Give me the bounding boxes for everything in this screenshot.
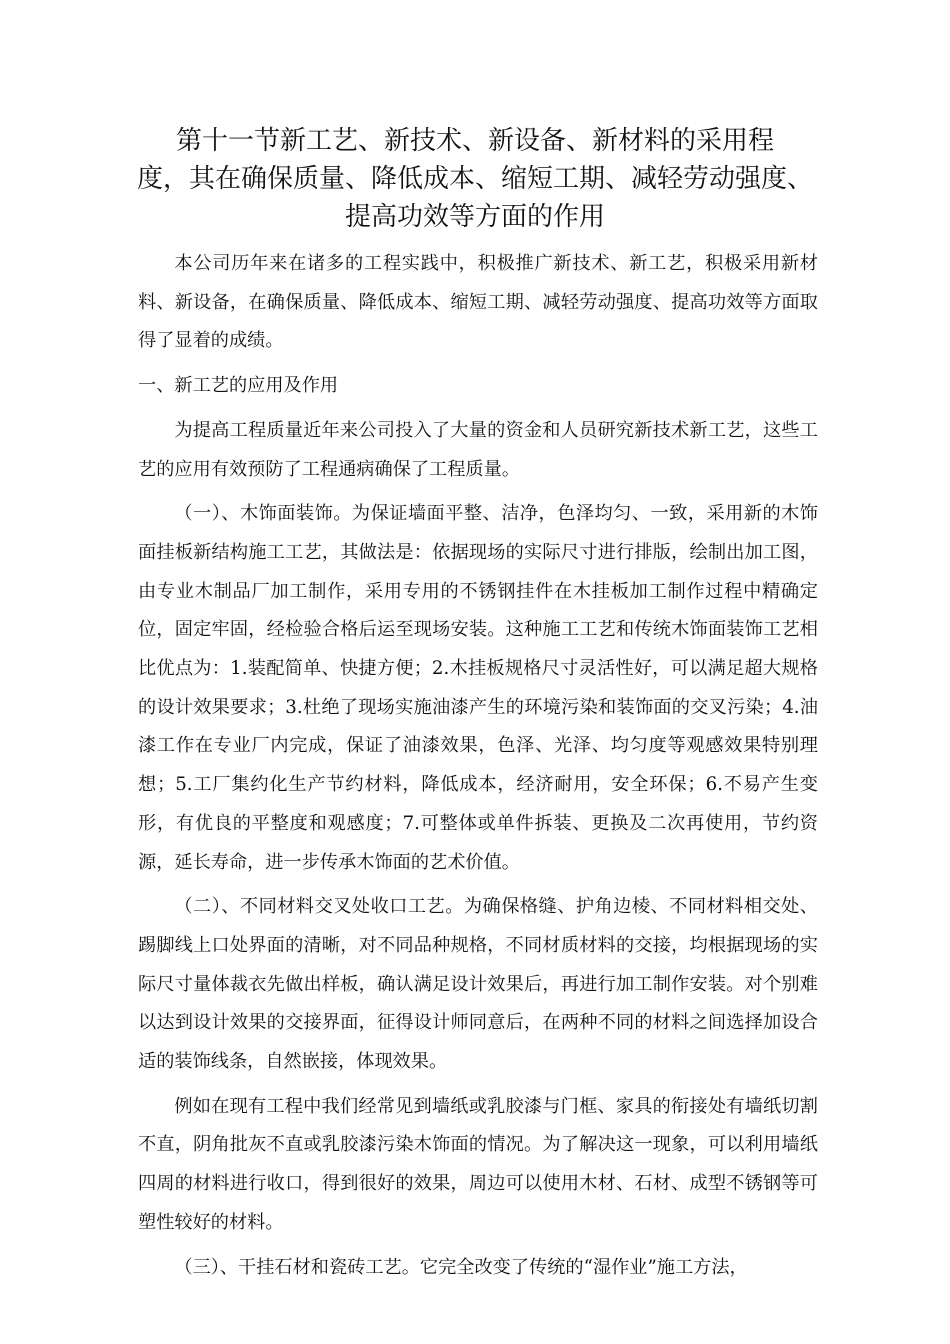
item-material-junction-paragraph: （二）、不同材料交叉处收口工艺。为确保格缝、护角边棱、不同材料相交处、踢脚线上口处界面的清晰，对不同品种规格，不同材质材料的交接，均根据现场的实际尺寸量体裁衣先做出样板，确认满足设计效果后，再进行加工制作安装。对个别难以达到设计效果的交接界面，征得设计师同意后，在两种不同的材料之间选择加设合适的装饰线条，自然嵌接，体现效果。 bbox=[138, 896, 818, 1073]
title-line-2: 度，其在确保质量、降低成本、缩短工期、减轻劳动强度、 bbox=[136, 164, 813, 194]
example-paragraph: 例如在现有工程中我们经常见到墙纸或乳胶漆与门框、家具的衔接处有墙纸切割不直，阴角批灰不直或乳胶漆污染木饰面的情况。为了解决这一现象，可以利用墙纸四周的材料进行收口，得到很好的效果，周边可以使用木材、石材、成型不锈钢等可塑性较好的材料。 bbox=[138, 1095, 818, 1233]
section-title bbox=[120, 122, 830, 236]
item-dry-hanging-paragraph: （三）、干挂石材和瓷砖工艺。它完全改变了传统的“湿作业”施工方法， bbox=[174, 1256, 748, 1278]
document-body bbox=[138, 245, 818, 1293]
title-line-1: 第十一节新工艺、新技术、新设备、新材料的采用程 bbox=[175, 126, 774, 156]
title-line-3: 提高功效等方面的作用 bbox=[344, 202, 605, 232]
subsection-heading: 一、新工艺的应用及作用 bbox=[138, 375, 339, 397]
item-wood-veneer-paragraph: （一）、木饰面装饰。为保证墙面平整、洁净，色泽均匀、一致，采用新的木饰面挂板新结构施工工艺，其做法是：依据现场的实际尺寸进行排版，绘制出加工图，由专业木制品厂加工制作，采用专用的不锈钢挂件在木挂板加工制作过程中精确定位，固定牢固，经检验合格后运至现场安装。这种施工工艺和传统木饰面装饰工艺相比优点为：1.装配简单、快捷方便；2.木挂板规格尺寸灵活性好，可以满足超大规格的设计效果要求；3.杜绝了现场实施油漆产生的环境污染和装饰面的交叉污染；4.油漆工作在专业厂内完成，保证了油漆效果，色泽、光泽、均匀度等观感效果特别理想；5.工厂集约化生产节约材料，降低成本，经济耐用，安全环保；6.不易产生变形，有优良的平整度和观感度；7.可整体或单件拆装、更换及二次再使用，节约资源，延长寿命，进一步传承木饰面的艺术价值。 bbox=[138, 503, 818, 873]
intro-paragraph: 本公司历年来在诸多的工程实践中，积极推广新技术、新工艺，积极采用新材料、新设备，在确保质量、降低成本、缩短工期、减轻劳动强度、提高功效等方面取得了显着的成绩。 bbox=[138, 253, 818, 352]
lead-paragraph: 为提高工程质量近年来公司投入了大量的资金和人员研究新技术新工艺，这些工艺的应用有效预防了工程通病确保了工程质量。 bbox=[138, 419, 818, 480]
